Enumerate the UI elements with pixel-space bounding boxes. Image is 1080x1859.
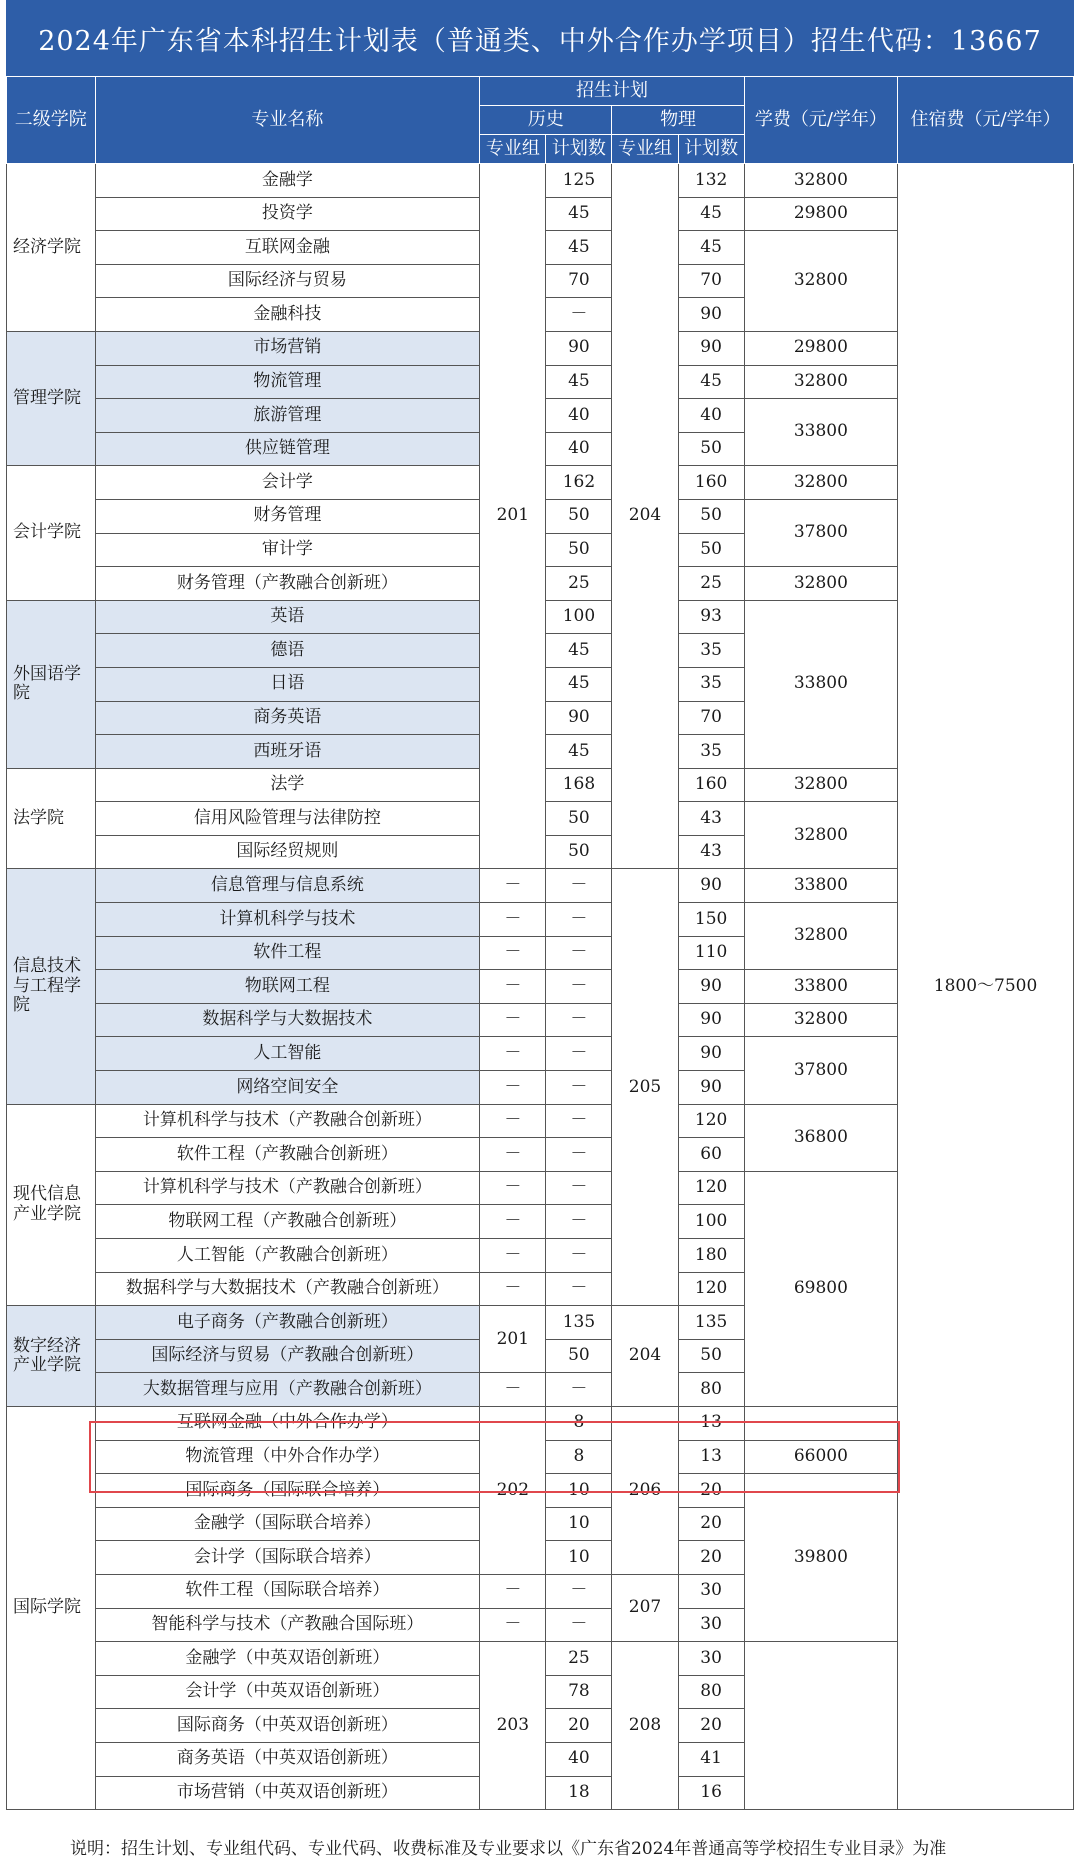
physics-count: 132 — [678, 164, 744, 198]
major-name: 金融学 — [95, 164, 480, 198]
major-name: 国际商务（中英双语创新班） — [95, 1709, 480, 1743]
tuition-fee: 32800 — [744, 365, 897, 399]
physics-count: 160 — [678, 466, 744, 500]
history-count: 10 — [546, 1507, 612, 1541]
major-name: 数据科学与大数据技术 — [95, 1003, 480, 1037]
history-group: － — [480, 1138, 546, 1172]
history-count: － — [546, 1608, 612, 1642]
major-name: 人工智能（产教融合创新班） — [95, 1239, 480, 1273]
major-name: 软件工程（产教融合创新班） — [95, 1138, 480, 1172]
history-group: － — [480, 1104, 546, 1138]
history-group: － — [480, 1171, 546, 1205]
physics-count: 50 — [678, 533, 744, 567]
history-count: 45 — [546, 667, 612, 701]
physics-count: 50 — [678, 1339, 744, 1373]
major-name: 金融科技 — [95, 298, 480, 332]
tuition-fee: 69800 — [744, 1171, 897, 1406]
physics-count: 13 — [678, 1440, 744, 1474]
history-group: － — [480, 869, 546, 903]
history-count: － — [546, 298, 612, 332]
college-cell: 数字经济产业学院 — [7, 1306, 96, 1407]
history-count: 90 — [546, 331, 612, 365]
history-group: － — [480, 1574, 546, 1608]
major-name: 互联网金融（中外合作办学） — [95, 1406, 480, 1440]
physics-count: 50 — [678, 432, 744, 466]
physics-count: 180 — [678, 1239, 744, 1273]
history-count: 25 — [546, 567, 612, 601]
tuition-fee: 36800 — [744, 1104, 897, 1171]
tuition-fee — [744, 1642, 897, 1810]
major-name: 供应链管理 — [95, 432, 480, 466]
major-name: 商务英语（中英双语创新班） — [95, 1742, 480, 1776]
college-cell: 会计学院 — [7, 466, 96, 600]
physics-count: 43 — [678, 802, 744, 836]
major-name: 国际经济与贸易（产教融合创新班） — [95, 1339, 480, 1373]
major-name: 投资学 — [95, 197, 480, 231]
tuition-fee: 33800 — [744, 869, 897, 903]
history-count: 25 — [546, 1642, 612, 1676]
college-cell: 国际学院 — [7, 1406, 96, 1809]
history-count: 8 — [546, 1440, 612, 1474]
physics-count: 20 — [678, 1474, 744, 1508]
history-group: － — [480, 1205, 546, 1239]
college-cell: 管理学院 — [7, 331, 96, 465]
tuition-fee: 37800 — [744, 499, 897, 566]
physics-count: 35 — [678, 667, 744, 701]
history-count: 50 — [546, 1339, 612, 1373]
history-count: － — [546, 1037, 612, 1071]
major-name: 国际经贸规则 — [95, 835, 480, 869]
history-group: － — [480, 1272, 546, 1306]
major-name: 财务管理 — [95, 499, 480, 533]
major-name: 市场营销（中英双语创新班） — [95, 1776, 480, 1810]
major-name: 物联网工程 — [95, 970, 480, 1004]
table-body — [7, 164, 1074, 1810]
major-name: 信息管理与信息系统 — [95, 869, 480, 903]
college-cell: 法学院 — [7, 768, 96, 869]
history-count: 125 — [546, 164, 612, 198]
tuition-fee: 32800 — [744, 802, 897, 869]
major-name: 软件工程（国际联合培养） — [95, 1574, 480, 1608]
major-name: 软件工程 — [95, 936, 480, 970]
tuition-fee: 32800 — [744, 466, 897, 500]
history-group: 203 — [480, 1642, 546, 1810]
history-count: － — [546, 1171, 612, 1205]
history-group: － — [480, 903, 546, 937]
header-history: 历史 — [480, 106, 612, 135]
physics-group: 205 — [612, 869, 678, 1306]
physics-count: 120 — [678, 1104, 744, 1138]
history-group: － — [480, 970, 546, 1004]
history-count: 45 — [546, 231, 612, 265]
physics-count: 30 — [678, 1642, 744, 1676]
major-name: 计算机科学与技术（产教融合创新班） — [95, 1171, 480, 1205]
history-count: － — [546, 1104, 612, 1138]
history-group: 202 — [480, 1406, 546, 1574]
physics-count: 90 — [678, 1003, 744, 1037]
history-count: 135 — [546, 1306, 612, 1340]
major-name: 会计学 — [95, 466, 480, 500]
physics-count: 110 — [678, 936, 744, 970]
major-name: 金融学（中英双语创新班） — [95, 1642, 480, 1676]
major-name: 数据科学与大数据技术（产教融合创新班） — [95, 1272, 480, 1306]
tuition-fee: 32800 — [744, 231, 897, 332]
history-count: 10 — [546, 1474, 612, 1508]
physics-count: 80 — [678, 1675, 744, 1709]
history-count: － — [546, 1574, 612, 1608]
header-fee: 学费（元/学年） — [744, 77, 897, 164]
history-count: － — [546, 1239, 612, 1273]
physics-count: 90 — [678, 298, 744, 332]
history-count: － — [546, 1071, 612, 1105]
major-name: 日语 — [95, 667, 480, 701]
history-count: 45 — [546, 735, 612, 769]
header-history-count: 计划数 — [546, 135, 612, 164]
major-name: 市场营销 — [95, 331, 480, 365]
major-name: 商务英语 — [95, 701, 480, 735]
header-history-group: 专业组 — [480, 135, 546, 164]
history-count: － — [546, 903, 612, 937]
tuition-fee: 33800 — [744, 970, 897, 1004]
physics-count: 20 — [678, 1709, 744, 1743]
major-name: 法学 — [95, 768, 480, 802]
dorm-fee: 1800～7500 — [898, 164, 1074, 1810]
physics-count: 20 — [678, 1507, 744, 1541]
physics-group: 204 — [612, 1306, 678, 1407]
tuition-fee: 29800 — [744, 331, 897, 365]
enrollment-plan-table — [6, 76, 1074, 1810]
history-count: － — [546, 1205, 612, 1239]
physics-count: 25 — [678, 567, 744, 601]
tuition-fee: 66000 — [744, 1440, 897, 1474]
physics-count: 30 — [678, 1574, 744, 1608]
tuition-fee: 33800 — [744, 399, 897, 466]
history-count: 70 — [546, 264, 612, 298]
physics-count: 41 — [678, 1742, 744, 1776]
header-college: 二级学院 — [7, 77, 96, 164]
major-name: 计算机科学与技术（产教融合创新班） — [95, 1104, 480, 1138]
physics-count: 40 — [678, 399, 744, 433]
physics-count: 13 — [678, 1406, 744, 1440]
college-cell: 信息技术与工程学院 — [7, 869, 96, 1104]
physics-count: 160 — [678, 768, 744, 802]
major-name: 英语 — [95, 600, 480, 634]
history-count: － — [546, 869, 612, 903]
physics-count: 45 — [678, 231, 744, 265]
history-count: 18 — [546, 1776, 612, 1810]
major-name: 物流管理（中外合作办学） — [95, 1440, 480, 1474]
history-count: 90 — [546, 701, 612, 735]
major-name: 互联网金融 — [95, 231, 480, 265]
major-name: 旅游管理 — [95, 399, 480, 433]
physics-count: 100 — [678, 1205, 744, 1239]
history-group: － — [480, 1037, 546, 1071]
history-group: － — [480, 936, 546, 970]
physics-group: 207 — [612, 1574, 678, 1641]
major-name: 会计学（中英双语创新班） — [95, 1675, 480, 1709]
major-name: 审计学 — [95, 533, 480, 567]
history-count: 45 — [546, 365, 612, 399]
physics-count: 35 — [678, 735, 744, 769]
history-group: － — [480, 1071, 546, 1105]
major-name: 大数据管理与应用（产教融合创新班） — [95, 1373, 480, 1407]
tuition-fee — [744, 1406, 897, 1440]
header-physics-group: 专业组 — [612, 135, 678, 164]
physics-count: 70 — [678, 264, 744, 298]
physics-count: 90 — [678, 869, 744, 903]
history-group: － — [480, 1373, 546, 1407]
major-name: 德语 — [95, 634, 480, 668]
history-group: 201 — [480, 1306, 546, 1373]
physics-count: 90 — [678, 1037, 744, 1071]
physics-count: 93 — [678, 600, 744, 634]
header-major: 专业名称 — [95, 77, 480, 164]
college-cell: 经济学院 — [7, 164, 96, 332]
physics-count: 20 — [678, 1541, 744, 1575]
tuition-fee: 32800 — [744, 903, 897, 970]
physics-count: 90 — [678, 331, 744, 365]
history-count: 50 — [546, 835, 612, 869]
physics-count: 150 — [678, 903, 744, 937]
history-count: 50 — [546, 499, 612, 533]
major-name: 电子商务（产教融合创新班） — [95, 1306, 480, 1340]
major-name: 计算机科学与技术 — [95, 903, 480, 937]
history-group: － — [480, 1239, 546, 1273]
major-name: 物联网工程（产教融合创新班） — [95, 1205, 480, 1239]
page-title: 2024年广东省本科招生计划表（普通类、中外合作办学项目）招生代码：13667 — [6, 0, 1074, 76]
history-count: 10 — [546, 1541, 612, 1575]
physics-count: 135 — [678, 1306, 744, 1340]
history-count: 40 — [546, 432, 612, 466]
header-dorm: 住宿费（元/学年） — [898, 77, 1074, 164]
physics-group: 206 — [612, 1406, 678, 1574]
tuition-fee: 32800 — [744, 567, 897, 601]
major-name: 智能科学与技术（产教融合国际班） — [95, 1608, 480, 1642]
major-name: 会计学（国际联合培养） — [95, 1541, 480, 1575]
physics-count: 16 — [678, 1776, 744, 1810]
header-physics-count: 计划数 — [678, 135, 744, 164]
physics-count: 80 — [678, 1373, 744, 1407]
history-count: 40 — [546, 1742, 612, 1776]
history-count: 100 — [546, 600, 612, 634]
history-count: － — [546, 1003, 612, 1037]
major-name: 网络空间安全 — [95, 1071, 480, 1105]
major-name: 财务管理（产教融合创新班） — [95, 567, 480, 601]
physics-count: 30 — [678, 1608, 744, 1642]
table-row — [7, 164, 1074, 198]
physics-count: 120 — [678, 1171, 744, 1205]
history-count: － — [546, 1272, 612, 1306]
history-group: 201 — [480, 164, 546, 869]
history-count: 168 — [546, 768, 612, 802]
major-name: 人工智能 — [95, 1037, 480, 1071]
tuition-fee: 29800 — [744, 197, 897, 231]
tuition-fee: 32800 — [744, 768, 897, 802]
history-count: － — [546, 936, 612, 970]
physics-count: 90 — [678, 1071, 744, 1105]
college-cell: 外国语学院 — [7, 600, 96, 768]
major-name: 西班牙语 — [95, 735, 480, 769]
major-name: 国际商务（国际联合培养） — [95, 1474, 480, 1508]
physics-count: 45 — [678, 365, 744, 399]
history-count: － — [546, 1373, 612, 1407]
history-group: － — [480, 1608, 546, 1642]
physics-count: 45 — [678, 197, 744, 231]
physics-count: 43 — [678, 835, 744, 869]
history-count: 50 — [546, 533, 612, 567]
tuition-fee: 32800 — [744, 164, 897, 198]
physics-count: 90 — [678, 970, 744, 1004]
physics-group: 204 — [612, 164, 678, 869]
history-count: 78 — [546, 1675, 612, 1709]
physics-count: 60 — [678, 1138, 744, 1172]
major-name: 物流管理 — [95, 365, 480, 399]
header-plan: 招生计划 — [480, 77, 744, 106]
major-name: 金融学（国际联合培养） — [95, 1507, 480, 1541]
tuition-fee: 37800 — [744, 1037, 897, 1104]
college-cell: 现代信息产业学院 — [7, 1104, 96, 1306]
history-count: 45 — [546, 197, 612, 231]
history-count: － — [546, 1138, 612, 1172]
history-count: 50 — [546, 802, 612, 836]
physics-group: 208 — [612, 1642, 678, 1810]
tuition-fee: 33800 — [744, 600, 897, 768]
history-group: － — [480, 1003, 546, 1037]
physics-count: 120 — [678, 1272, 744, 1306]
history-count: － — [546, 970, 612, 1004]
footnote: 说明：招生计划、专业组代码、专业代码、收费标准及专业要求以《广东省2024年普通高等学校招生专业目录》为准 — [70, 1839, 947, 1859]
history-count: 8 — [546, 1406, 612, 1440]
major-name: 信用风险管理与法律防控 — [95, 802, 480, 836]
header-physics: 物理 — [612, 106, 744, 135]
physics-count: 70 — [678, 701, 744, 735]
tuition-fee: 32800 — [744, 1003, 897, 1037]
history-count: 45 — [546, 634, 612, 668]
physics-count: 35 — [678, 634, 744, 668]
major-name: 国际经济与贸易 — [95, 264, 480, 298]
history-count: 162 — [546, 466, 612, 500]
history-count: 40 — [546, 399, 612, 433]
physics-count: 50 — [678, 499, 744, 533]
history-count: 20 — [546, 1709, 612, 1743]
tuition-fee: 39800 — [744, 1474, 897, 1642]
